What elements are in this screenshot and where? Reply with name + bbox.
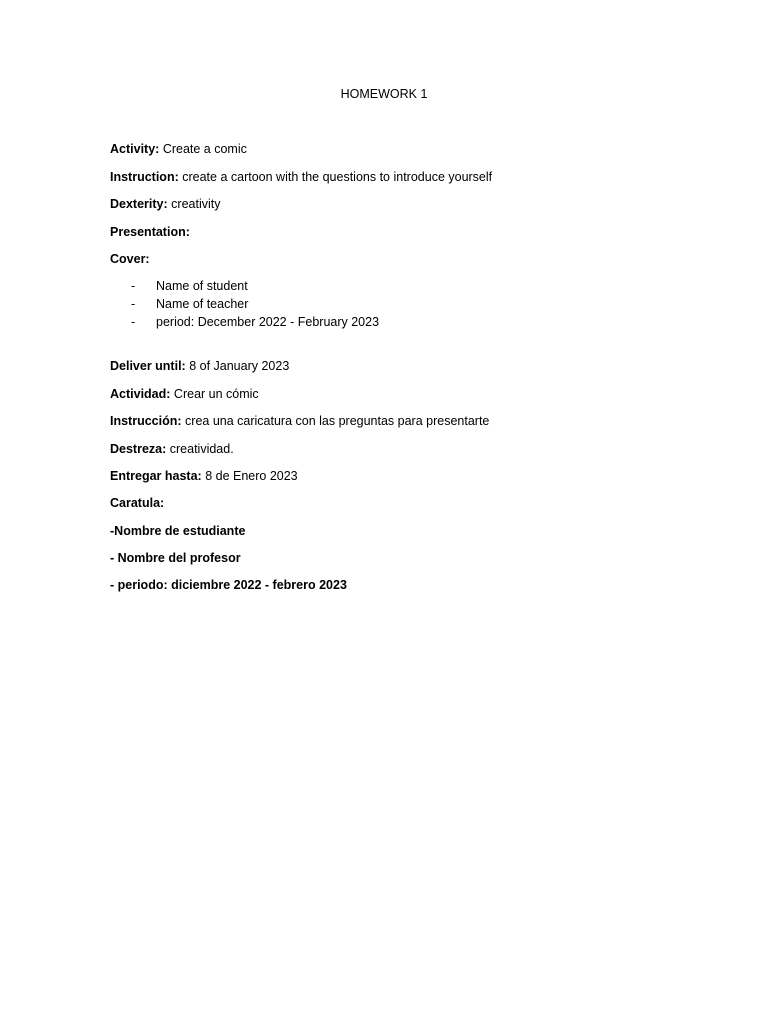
instruction-value: create a cartoon with the questions to introduce yourself <box>182 170 493 184</box>
instruccion-line <box>110 413 489 429</box>
dexterity-value: creativity <box>171 197 221 211</box>
document-title: HOMEWORK 1 <box>340 87 428 101</box>
destreza-label: Destreza: <box>110 442 167 456</box>
entregar-line <box>110 468 298 484</box>
caratula-item-profesor: - Nombre del profesor <box>110 551 241 565</box>
instruccion-value: crea una caricatura con las preguntas para presentarte <box>185 414 490 428</box>
destreza-line <box>110 441 234 457</box>
caratula-item-periodo: - periodo: diciembre 2022 - febrero 2023 <box>110 578 347 592</box>
presentation-line <box>110 224 190 240</box>
presentation-label: Presentation: <box>110 225 190 239</box>
entregar-label: Entregar hasta: <box>110 469 202 483</box>
caratula-item-estudiante: -Nombre de estudiante <box>110 524 246 538</box>
cover-bullet-2: - <box>131 297 136 311</box>
instruccion-label: Instrucción: <box>110 414 182 428</box>
actividad-line <box>110 386 259 402</box>
destreza-value: creatividad. <box>169 442 234 456</box>
cover-label: Cover: <box>110 252 150 266</box>
caratula-line <box>110 495 164 511</box>
cover-bullet-1: - <box>131 279 136 293</box>
dexterity-line <box>110 196 220 212</box>
cover-item-student: Name of student <box>156 279 248 293</box>
activity-label: Activity: <box>110 142 160 156</box>
entregar-value: 8 de Enero 2023 <box>205 469 298 483</box>
cover-item-teacher: Name of teacher <box>156 297 249 311</box>
cover-line <box>110 251 150 267</box>
actividad-value: Crear un cómic <box>173 387 259 401</box>
dexterity-label: Dexterity: <box>110 197 168 211</box>
instruction-line <box>110 169 492 185</box>
caratula-label: Caratula: <box>110 496 165 510</box>
deliver-label: Deliver until: <box>110 359 186 373</box>
cover-item-period: period: December 2022 - February 2023 <box>156 315 380 329</box>
activity-value: Create a comic <box>162 142 247 156</box>
cover-bullet-3: - <box>131 315 136 329</box>
deliver-line <box>110 358 289 374</box>
deliver-value: 8 of January 2023 <box>189 359 290 373</box>
actividad-label: Actividad: <box>110 387 171 401</box>
instruction-label: Instruction: <box>110 170 179 184</box>
activity-line <box>110 141 247 157</box>
